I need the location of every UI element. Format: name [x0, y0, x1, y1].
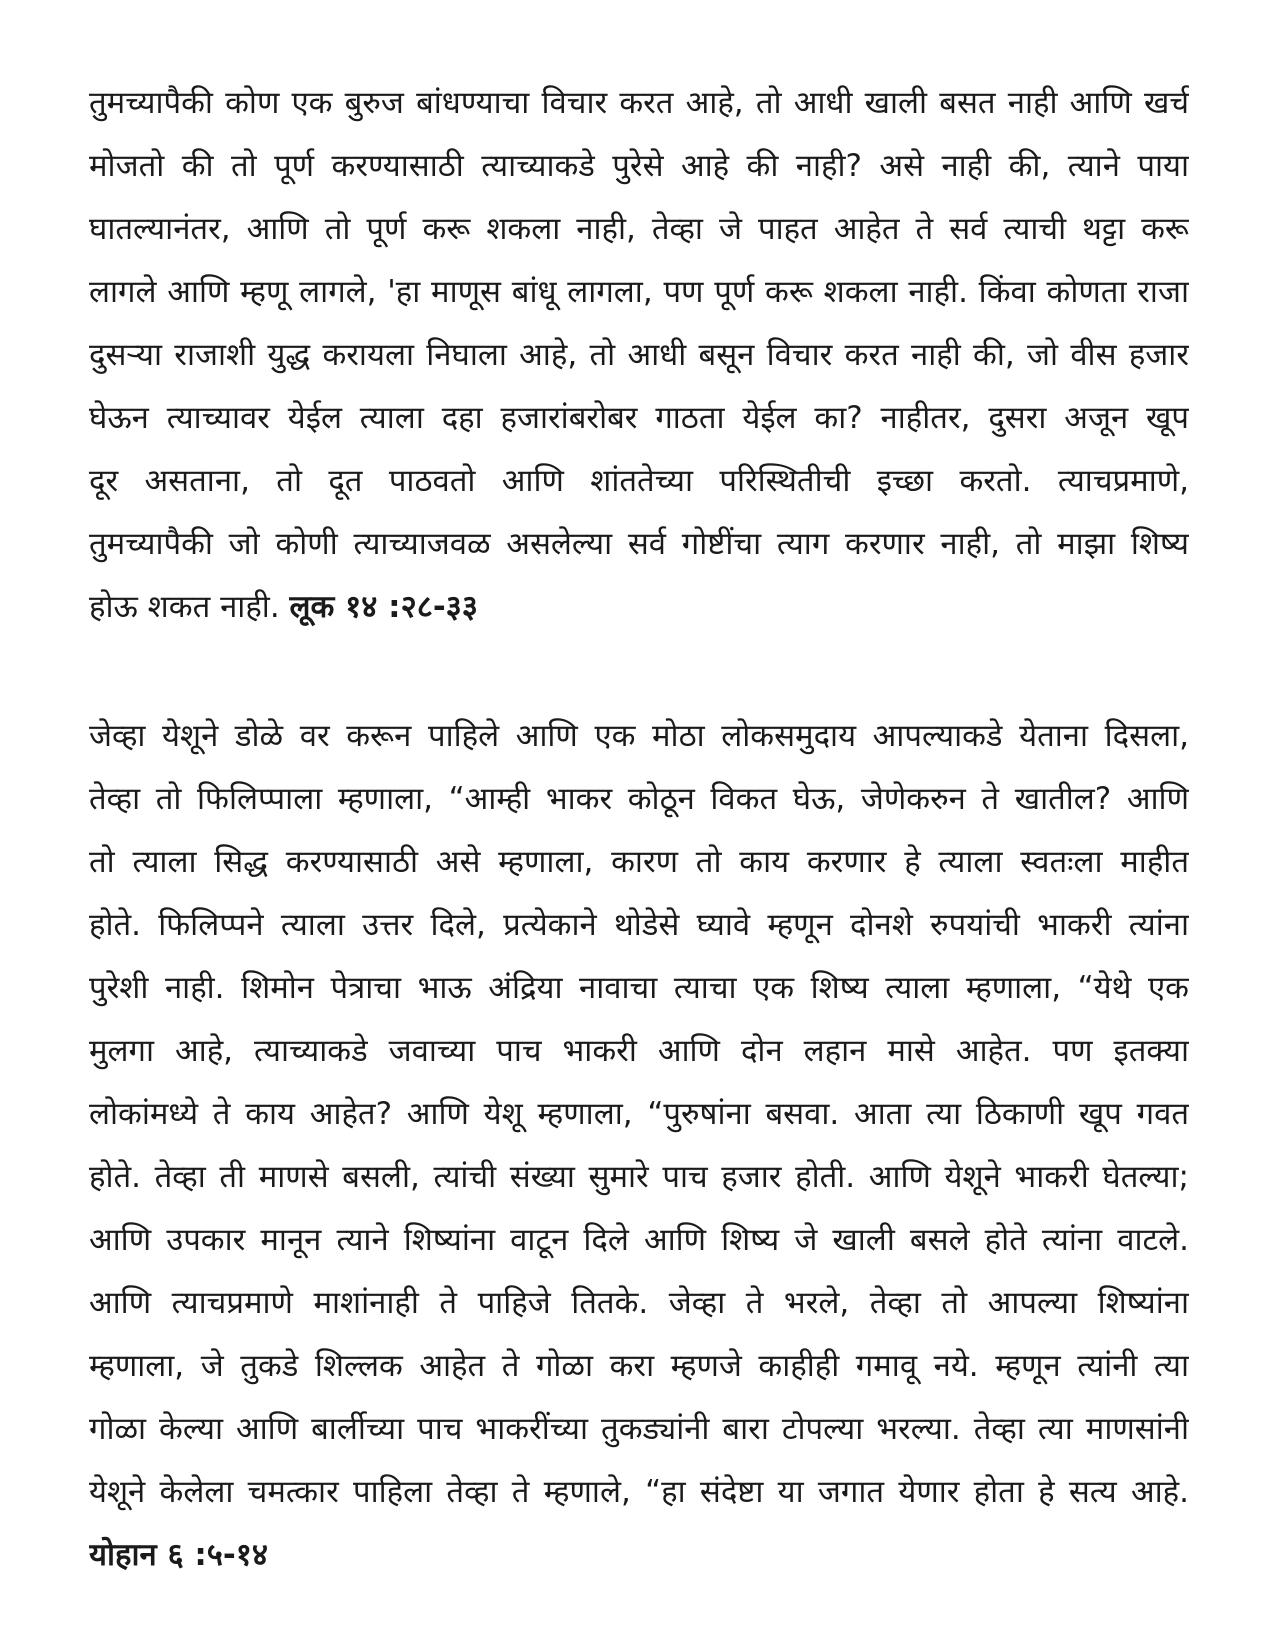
passage-line: गोळा केल्या आणि बार्लीच्या पाच भाकरींच्या तुकड्यांनी बारा टोपल्या भरल्या. तेव्हा त्या माणसांनी: [89, 1411, 1189, 1447]
passage-line: येशूने केलेला चमत्कार पाहिला तेव्हा ते म्हणाले, “हा संदेष्टा या जगात येणार होता हे सत्य आहे.: [89, 1474, 1189, 1510]
passage-john: [89, 705, 1189, 1587]
passage-reference-line: [89, 1524, 1189, 1587]
passage-line: दूर असताना, तो दूत पाठवतो आणि शांततेच्या परिस्थितीची इच्छा करतो. त्याचप्रमाणे,: [89, 463, 1189, 499]
passage-line: जेव्हा येशूने डोळे वर करून पाहिले आणि एक मोठा लोकसमुदाय आपल्याकडे येताना दिसला,: [89, 718, 1189, 754]
passage-line: दुसऱ्या राजाशी युद्ध करायला निघाला आहे, तो आधी बसून विचार करत नाही की, जो वीस हजार: [89, 337, 1189, 373]
passage-line: मोजतो की तो पूर्ण करण्यासाठी त्याच्याकडे पुरेसे आहे की नाही? असे नाही की, त्याने पाया: [89, 148, 1189, 184]
passage-line: होते. तेव्हा ती माणसे बसली, त्यांची संख्या सुमारे पाच हजार होती. आणि येशूने भाकरी घेतल्या;: [89, 1159, 1189, 1195]
passage-line: लोकांमध्ये ते काय आहेत? आणि येशू म्हणाला, “पुरुषांना बसवा. आता त्या ठिकाणी खूप गवत: [89, 1096, 1189, 1132]
document-page: [89, 72, 1189, 1587]
passage-line: पुरेशी नाही. शिमोन पेत्राचा भाऊ अंद्रिया नावाचा त्याचा एक शिष्य त्याला म्हणाला, “येथे एक: [89, 970, 1189, 1006]
passage-luke: [89, 72, 1189, 639]
passage-line: तुमच्यापैकी कोण एक बुरुज बांधण्याचा विचार करत आहे, तो आधी खाली बसत नाही आणि खर्च: [89, 85, 1189, 121]
passage-line: तो त्याला सिद्ध करण्यासाठी असे म्हणाला, कारण तो काय करणार हे त्याला स्वतःला माहीत: [89, 844, 1189, 880]
passage-last-line: [89, 576, 1189, 639]
passage-line: घेऊन त्याच्यावर येईल त्याला दहा हजारांबरोबर गाठता येईल का? नाहीतर, दुसरा अजून खूप: [89, 400, 1189, 436]
passage-line: होते. फिलिप्पने त्याला उत्तर दिले, प्रत्येकाने थोडेसे घ्यावे म्हणून दोनशे रुपयांची भाकरी त्यांना: [89, 907, 1189, 943]
passage-line: म्हणाला, जे तुकडे शिल्लक आहेत ते गोळा करा म्हणजे काहीही गमावू नये. म्हणून त्यांनी त्या: [89, 1348, 1189, 1384]
scripture-reference: योहान ६ :५-१४: [89, 1537, 269, 1573]
passage-line: घातल्यानंतर, आणि तो पूर्ण करू शकला नाही, तेव्हा जे पाहत आहेत ते सर्व त्याची थट्टा करू: [89, 211, 1189, 247]
passage-line: आणि उपकार मानून त्याने शिष्यांना वाटून दिले आणि शिष्य जे खाली बसले होते त्यांना वाटले.: [89, 1222, 1189, 1258]
passage-line: तेव्हा तो फिलिप्पाला म्हणाला, “आम्ही भाकर कोठून विकत घेऊ, जेणेकरुन ते खातील? आणि: [89, 781, 1189, 817]
passage-line: तुमच्यापैकी जो कोणी त्याच्याजवळ असलेल्या सर्व गोष्टींचा त्याग करणार नाही, तो माझा शिष्य: [89, 526, 1189, 562]
passage-line: आणि त्याचप्रमाणे माशांनाही ते पाहिजे तितके. जेव्हा ते भरले, तेव्हा तो आपल्या शिष्यांना: [89, 1285, 1189, 1321]
passage-line: होऊ शकत नाही.: [89, 589, 280, 625]
passage-line: लागले आणि म्हणू लागले, 'हा माणूस बांधू लागला, पण पूर्ण करू शकला नाही. किंवा कोणता राजा: [89, 274, 1189, 310]
passage-line: मुलगा आहे, त्याच्याकडे जवाच्या पाच भाकरी आणि दोन लहान मासे आहेत. पण इतक्या: [89, 1033, 1189, 1069]
scripture-reference: लूक १४ :२८-३३: [289, 589, 478, 625]
